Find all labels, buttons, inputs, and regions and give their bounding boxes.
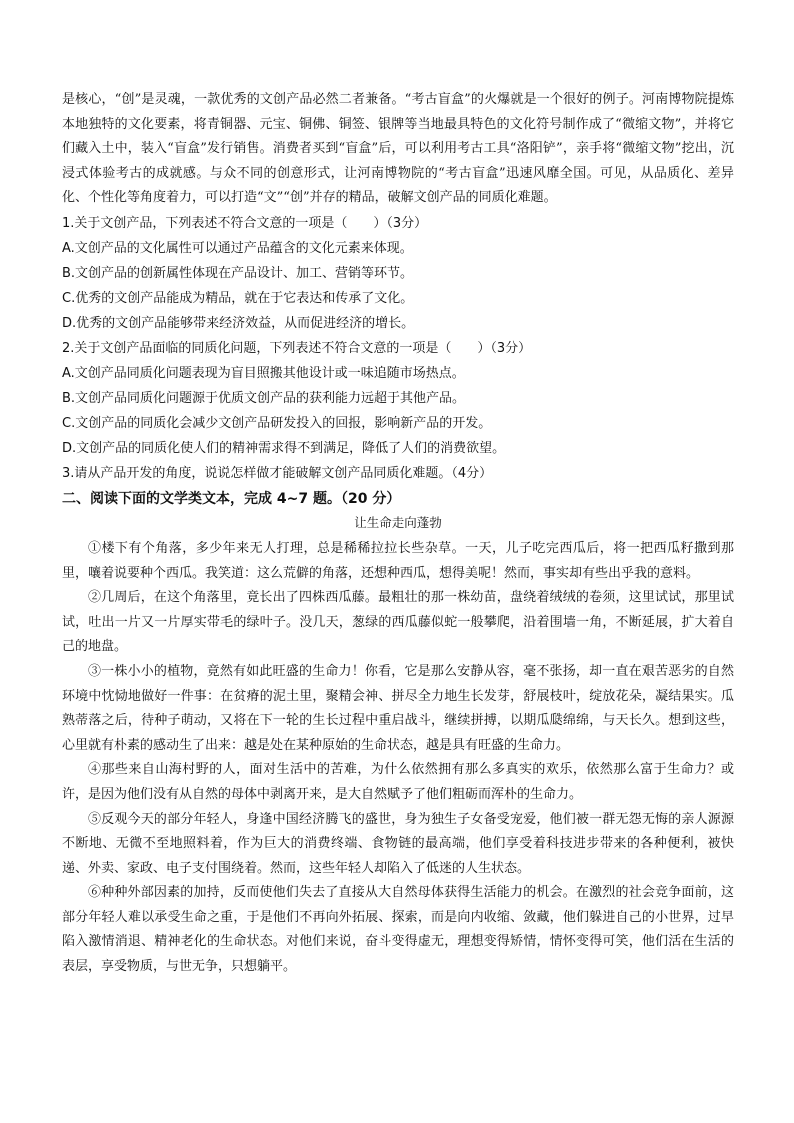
question-2-stem: 2.关于文创产品面临的同质化问题，下列表述不符合文意的一项是（ ）（3分）: [62, 340, 532, 356]
question-1-stem: 1.关于文创产品，下列表述不符合文意的一项是（ ）（3分）: [62, 215, 428, 231]
passage-continuation: 是核心，“创”是灵魂，一款优秀的文创产品必然二者兼备。“考古盲盒”的火爆就是一个很好的例子。河南博物院提炼本地独特的文化要素，将青铜器、元宝、铜佛、铜签、银牌等当地最具特色的文化符号制作成了“微缩文物”，并将它们藏入土中，装入“盲盒”发行销售。消费者买到“盲盒”后，可以利用考古工具“洛阳铲”，亲手将“微缩文物”挖出，沉浸式体验考古的成就感。与众不同的创意形式，让河南博物院的“考古盲盒”迅速风靡全国。可见，从品质化、差异化、个性化等角度着力，可以打造“文”“创”并存的精品，破解文创产品的同质化难题。: [62, 92, 734, 206]
question-1-option-d: D.优秀的文创产品能够带来经济效益，从而促进经济的增长。: [62, 315, 415, 331]
question-2-option-b: B.文创产品同质化问题源于优质文创产品的获利能力远超于其他产品。: [62, 390, 466, 406]
question-2-option-a: A.文创产品同质化问题表现为盲目照搬其他设计或一味追随市场热点。: [62, 365, 465, 381]
question-3: [62, 461, 734, 486]
question-1-option-c: C.优秀的文创产品能成为精品，就在于它表达和传承了文化。: [62, 290, 414, 306]
question-2: [62, 336, 734, 461]
section-2-heading: 二、阅读下面的文学类文本，完成 4~7 题。（20 分）: [62, 490, 401, 507]
question-1-option-b: B.文创产品的创新属性体现在产品设计、加工、营销等环节。: [62, 265, 414, 281]
question-2-option-c: C.文创产品的同质化会减少文创产品研发投入的回报，影响新产品的开发。: [62, 415, 492, 431]
story-paragraph-4: ④那些来自山海村野的人，面对生活中的苦难，为什么依然拥有那么多真实的欢乐，依然那么富于生命力？或许，是因为他们没有从自然的母体中剥离开来，是大自然赋予了他们粗砺而浑朴的生命力。: [62, 762, 734, 802]
story-paragraph-5: ⑤反观今天的部分年轻人，身逢中国经济腾飞的盛世，身为独生子女备受宠爱，他们被一群无怨无悔的亲人源源不断地、无微不至地照料着，作为巨大的消费终端、食物链的最高端，他们享受着科技进步带来的各种便利，被快递、外卖、家政、电子支付围绕着。然而，这些年轻人却陷入了低迷的人生状态。: [62, 811, 734, 876]
question-1-option-a: A.文创产品的文化属性可以通过产品蕴含的文化元素来体现。: [62, 240, 413, 256]
exam-page: [62, 88, 734, 980]
story-paragraph-6: ⑥种种外部因素的加持，反而使他们失去了直接从大自然母体获得生活能力的机会。在激烈的社会竞争面前，这部分年轻人难以承受生命之重，于是他们不再向外拓展、探索，而是向内收缩、敛藏，他们躲进自己的小世界，过早陷入激情消退、精神老化的生命状态。对他们来说，奋斗变得虚无，理想变得矫情，情怀变得可笑，他们活在生活的表层，享受物质，与世无争，只想躺平。: [62, 885, 734, 975]
story-title: 让生命走向蓬勃: [354, 514, 442, 530]
question-2-option-d: D.文创产品的同质化使人们的精神需求得不到满足，降低了人们的消费欲望。: [62, 440, 506, 456]
question-3-stem: 3.请从产品开发的角度，说说怎样做才能破解文创产品同质化难题。（4分）: [62, 465, 493, 481]
story-paragraph-2: ②几周后，在这个角落里，竟长出了四株西瓜藤。最粗壮的那一株幼苗，盘绕着绒绒的卷须，这里试试，那里试试，吐出一片又一片厚实带毛的绿叶子。没几天，葱绿的西瓜藤似蛇一般攀爬，沿着围墙一角，不断延展，扩大着自己的地盘。: [62, 590, 734, 655]
story-paragraph-1: ①楼下有个角落，多少年来无人打理，总是稀稀拉拉长些杂草。一天，儿子吃完西瓜后，将一把西瓜籽撒到那里，嚷着说要种个西瓜。我笑道：这么荒僻的角落，还想种西瓜，想得美呢！然而，事实却有些出乎我的意料。: [62, 540, 734, 581]
story-paragraph-3: ③一株小小的植物，竟然有如此旺盛的生命力！你看，它是那么安静从容，毫不张扬，却一直在艰苦恶劣的自然环境中忱恸地做好一件事：在贫瘠的泥土里，聚精会神、拼尽全力地生长发芽，舒展枝叶，绽放花朵，凝结果实。瓜熟蒂落之后，待种子萌动，又将在下一轮的生长过程中重启战斗，继续拼搏，以期瓜瓞绵绵，与天长久。想到这些，心里就有朴素的感动生了出来：越是处在某种原始的生命状态，越是具有旺盛的生命力。: [62, 663, 734, 753]
question-1: [62, 211, 734, 336]
